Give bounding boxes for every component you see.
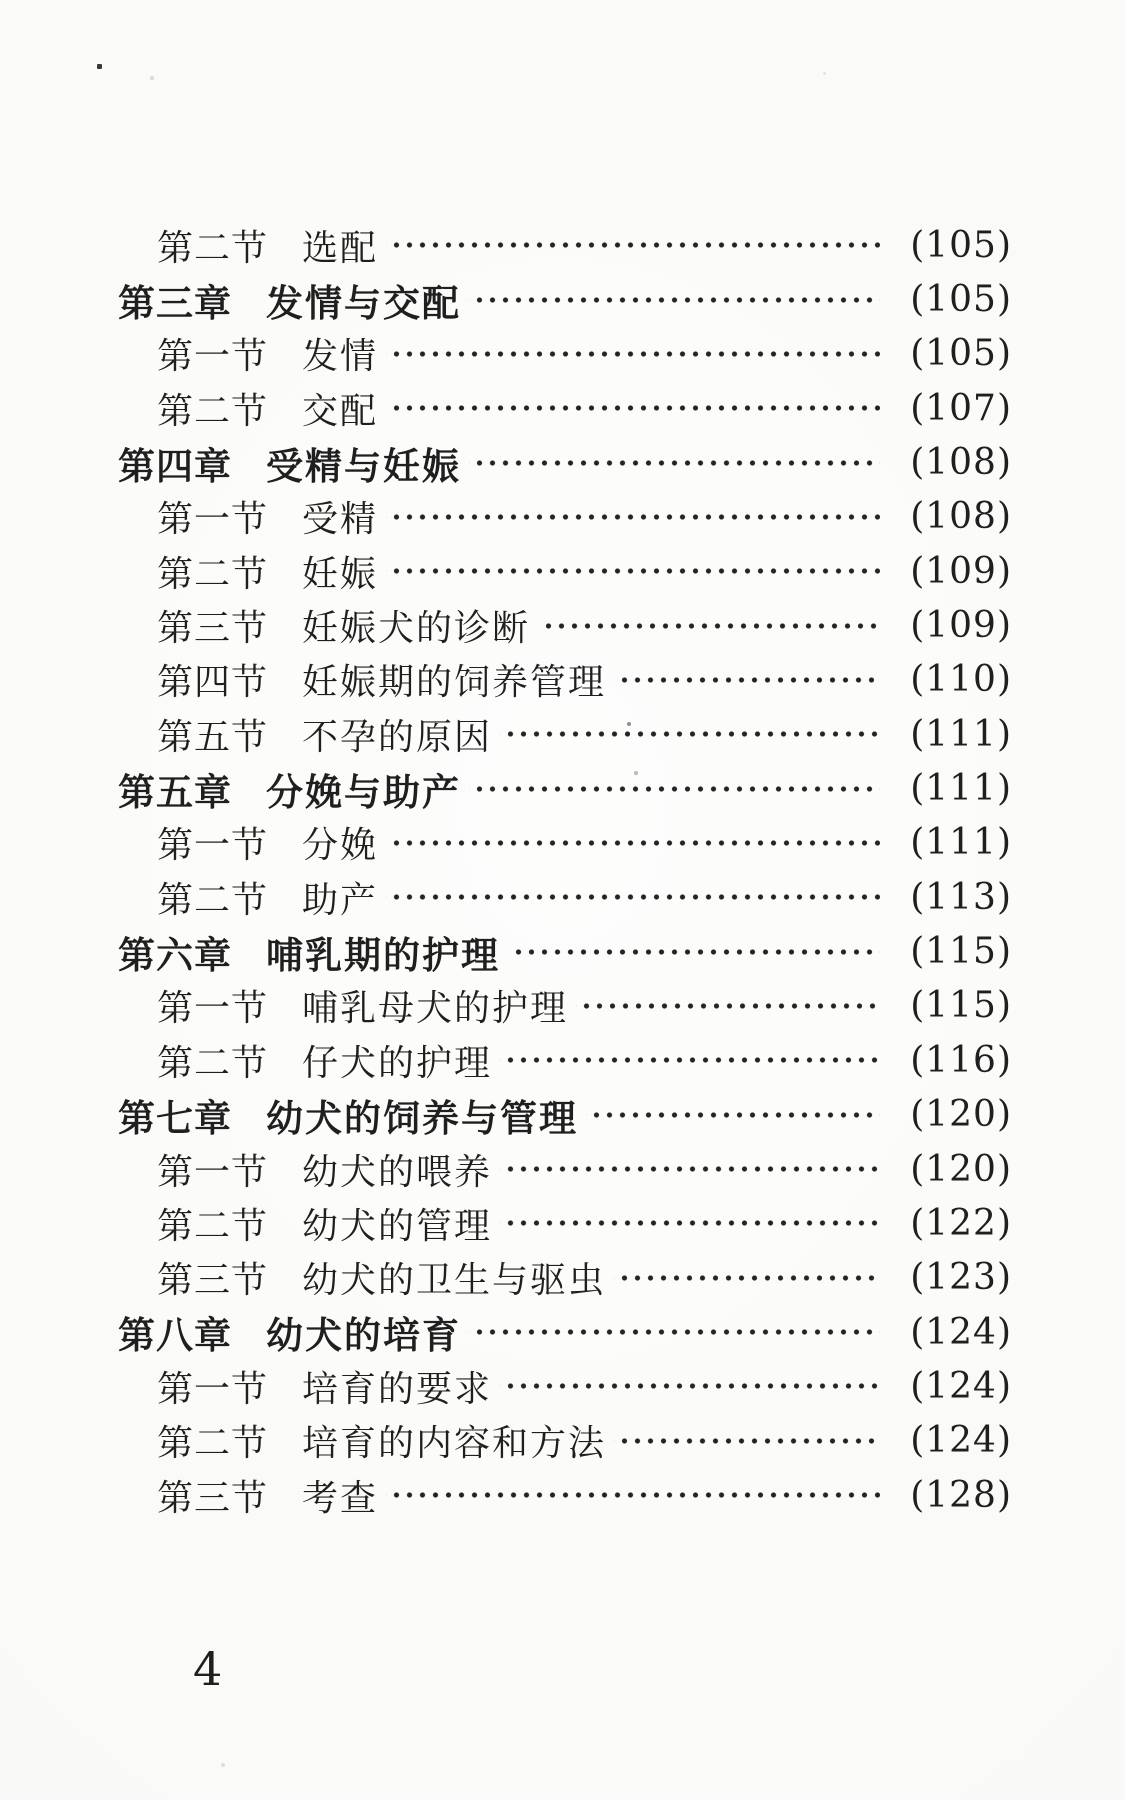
toc-entry-page-number: (105)	[910, 279, 1012, 321]
toc-entry-title: 妊娠	[302, 553, 379, 595]
toc-entry-title: 培育的内容和方法	[302, 1423, 607, 1465]
toc-entry-page-number: (109)	[910, 605, 1012, 647]
toc-entry-page-number: (115)	[910, 985, 1012, 1027]
scan-speck	[97, 64, 102, 69]
toc-entry-label: 第四节	[157, 662, 269, 704]
toc-entry-label: 第四章	[118, 444, 232, 488]
toc-leader-dots	[538, 598, 880, 652]
toc-entry-page-number: (115)	[910, 931, 1012, 973]
toc-entry-title: 分娩与助产	[266, 770, 461, 814]
toc-entry-label: 第二节	[157, 1423, 269, 1465]
toc-entry-title: 不孕的原因	[302, 716, 493, 758]
toc-leader-dots	[386, 870, 880, 924]
toc-entry	[0, 544, 1012, 598]
toc-entry-label: 第三节	[157, 1477, 269, 1519]
toc-list	[0, 218, 1125, 1522]
toc-entry	[0, 870, 1012, 924]
toc-entry-page-number: (124)	[910, 1365, 1012, 1407]
toc-entry-page-number: (111)	[910, 822, 1012, 864]
toc-entry-title: 选配	[302, 227, 379, 269]
toc-entry-title: 发情与交配	[266, 281, 461, 325]
scan-speck	[627, 722, 631, 726]
toc-leader-dots	[586, 1088, 880, 1142]
toc-entry	[0, 1414, 1012, 1468]
toc-entry-label: 第五章	[118, 770, 232, 814]
toc-leader-dots	[500, 1142, 880, 1196]
toc-entry-title: 培育的要求	[302, 1368, 493, 1410]
toc-entry	[0, 327, 1012, 381]
toc-entry	[0, 381, 1012, 435]
toc-entry-title: 发情	[302, 336, 379, 378]
toc-entry-page-number: (108)	[910, 442, 1012, 484]
toc-entry-page-number: (113)	[910, 876, 1012, 918]
toc-leader-dots	[386, 381, 880, 435]
toc-entry-label: 第一节	[157, 825, 269, 867]
toc-entry	[0, 435, 1012, 489]
toc-entry-label: 第一节	[157, 336, 269, 378]
toc-entry-label: 第三章	[118, 281, 232, 325]
toc-entry-label: 第二节	[157, 553, 269, 595]
toc-entry	[0, 218, 1012, 272]
toc-entry-page-number: (120)	[910, 1148, 1012, 1190]
scan-speck	[634, 771, 638, 775]
toc-entry-page-number: (105)	[910, 224, 1012, 266]
toc-entry-label: 第一节	[157, 1368, 269, 1410]
toc-entry	[0, 924, 1012, 978]
scan-speck	[823, 72, 826, 75]
toc-entry	[0, 979, 1012, 1033]
toc-leader-dots	[500, 1359, 880, 1413]
toc-entry-page-number: (122)	[910, 1202, 1012, 1244]
toc-entry	[0, 816, 1012, 870]
toc-leader-dots	[386, 816, 880, 870]
toc-entry-title: 考查	[302, 1477, 379, 1519]
toc-leader-dots	[469, 1305, 880, 1359]
toc-entry-page-number: (120)	[910, 1094, 1012, 1136]
toc-entry-title: 妊娠期的饲养管理	[302, 662, 607, 704]
toc-entry	[0, 707, 1012, 761]
toc-entry-title: 交配	[302, 390, 379, 432]
toc-entry-label: 第七章	[118, 1096, 232, 1140]
toc-entry	[0, 761, 1012, 815]
toc-entry-title: 助产	[302, 879, 379, 921]
toc-leader-dots	[469, 761, 880, 815]
toc-leader-dots	[614, 1414, 880, 1468]
toc-entry-title: 哺乳母犬的护理	[302, 988, 569, 1030]
toc-entry-page-number: (108)	[910, 496, 1012, 538]
toc-leader-dots	[500, 1033, 880, 1087]
toc-leader-dots	[386, 544, 880, 598]
toc-entry-label: 第八章	[118, 1314, 232, 1358]
toc-leader-dots	[469, 435, 880, 489]
toc-entry-title: 幼犬的饲养与管理	[266, 1096, 578, 1140]
toc-leader-dots	[386, 1468, 880, 1522]
toc-entry-page-number: (116)	[910, 1039, 1012, 1081]
toc-entry	[0, 1359, 1012, 1413]
toc-entry-label: 第二节	[157, 227, 269, 269]
toc-leader-dots	[500, 1196, 880, 1250]
page-number: 4	[193, 1642, 223, 1696]
toc-entry-page-number: (107)	[910, 387, 1012, 429]
scan-speck	[150, 76, 154, 80]
toc-leader-dots	[386, 490, 880, 544]
toc-entry-title: 受精与妊娠	[266, 444, 461, 488]
toc-entry	[0, 1033, 1012, 1087]
toc-entry	[0, 490, 1012, 544]
toc-entry	[0, 1196, 1012, 1250]
toc-entry-title: 分娩	[302, 825, 379, 867]
toc-entry-label: 第一节	[157, 1151, 269, 1193]
toc-entry	[0, 653, 1012, 707]
toc-entry-label: 第二节	[157, 390, 269, 432]
scan-speck	[221, 1763, 225, 1767]
toc-leader-dots	[386, 327, 880, 381]
toc-leader-dots	[508, 924, 880, 978]
toc-entry-title: 幼犬的管理	[302, 1205, 493, 1247]
toc-entry	[0, 272, 1012, 326]
toc-leader-dots	[500, 707, 880, 761]
toc-entry	[0, 598, 1012, 652]
toc-entry-page-number: (124)	[910, 1311, 1012, 1353]
toc-entry-label: 第五节	[157, 716, 269, 758]
toc-entry-page-number: (109)	[910, 550, 1012, 592]
toc-entry-page-number: (110)	[910, 659, 1012, 701]
toc-entry-title: 幼犬的喂养	[302, 1151, 493, 1193]
toc-leader-dots	[469, 272, 880, 326]
toc-entry	[0, 1468, 1012, 1522]
toc-entry	[0, 1251, 1012, 1305]
toc-entry-page-number: (128)	[910, 1474, 1012, 1516]
toc-entry	[0, 1142, 1012, 1196]
toc-entry	[0, 1305, 1012, 1359]
toc-entry-label: 第一节	[157, 988, 269, 1030]
toc-entry-label: 第六章	[118, 933, 232, 977]
toc-entry-label: 第三节	[157, 608, 269, 650]
toc-entry-title: 幼犬的培育	[266, 1314, 461, 1358]
toc-entry-title: 哺乳期的护理	[266, 933, 500, 977]
toc-leader-dots	[576, 979, 880, 1033]
toc-entry-page-number: (123)	[910, 1257, 1012, 1299]
toc-entry-page-number: (111)	[910, 768, 1012, 810]
toc-leader-dots	[614, 653, 880, 707]
toc-entry-label: 第二节	[157, 879, 269, 921]
toc-leader-dots	[614, 1251, 880, 1305]
toc-entry-title: 受精	[302, 499, 379, 541]
toc-entry-page-number: (124)	[910, 1420, 1012, 1462]
toc-entry-title: 幼犬的卫生与驱虫	[302, 1260, 607, 1302]
toc-entry-label: 第一节	[157, 499, 269, 541]
toc-entry-label: 第二节	[157, 1205, 269, 1247]
toc-entry-label: 第三节	[157, 1260, 269, 1302]
toc-entry-page-number: (111)	[910, 713, 1012, 755]
toc-entry-page-number: (105)	[910, 333, 1012, 375]
toc-entry	[0, 1088, 1012, 1142]
toc-entry-label: 第二节	[157, 1042, 269, 1084]
toc-entry-title: 仔犬的护理	[302, 1042, 493, 1084]
toc-leader-dots	[386, 218, 880, 272]
toc-entry-title: 妊娠犬的诊断	[302, 608, 531, 650]
